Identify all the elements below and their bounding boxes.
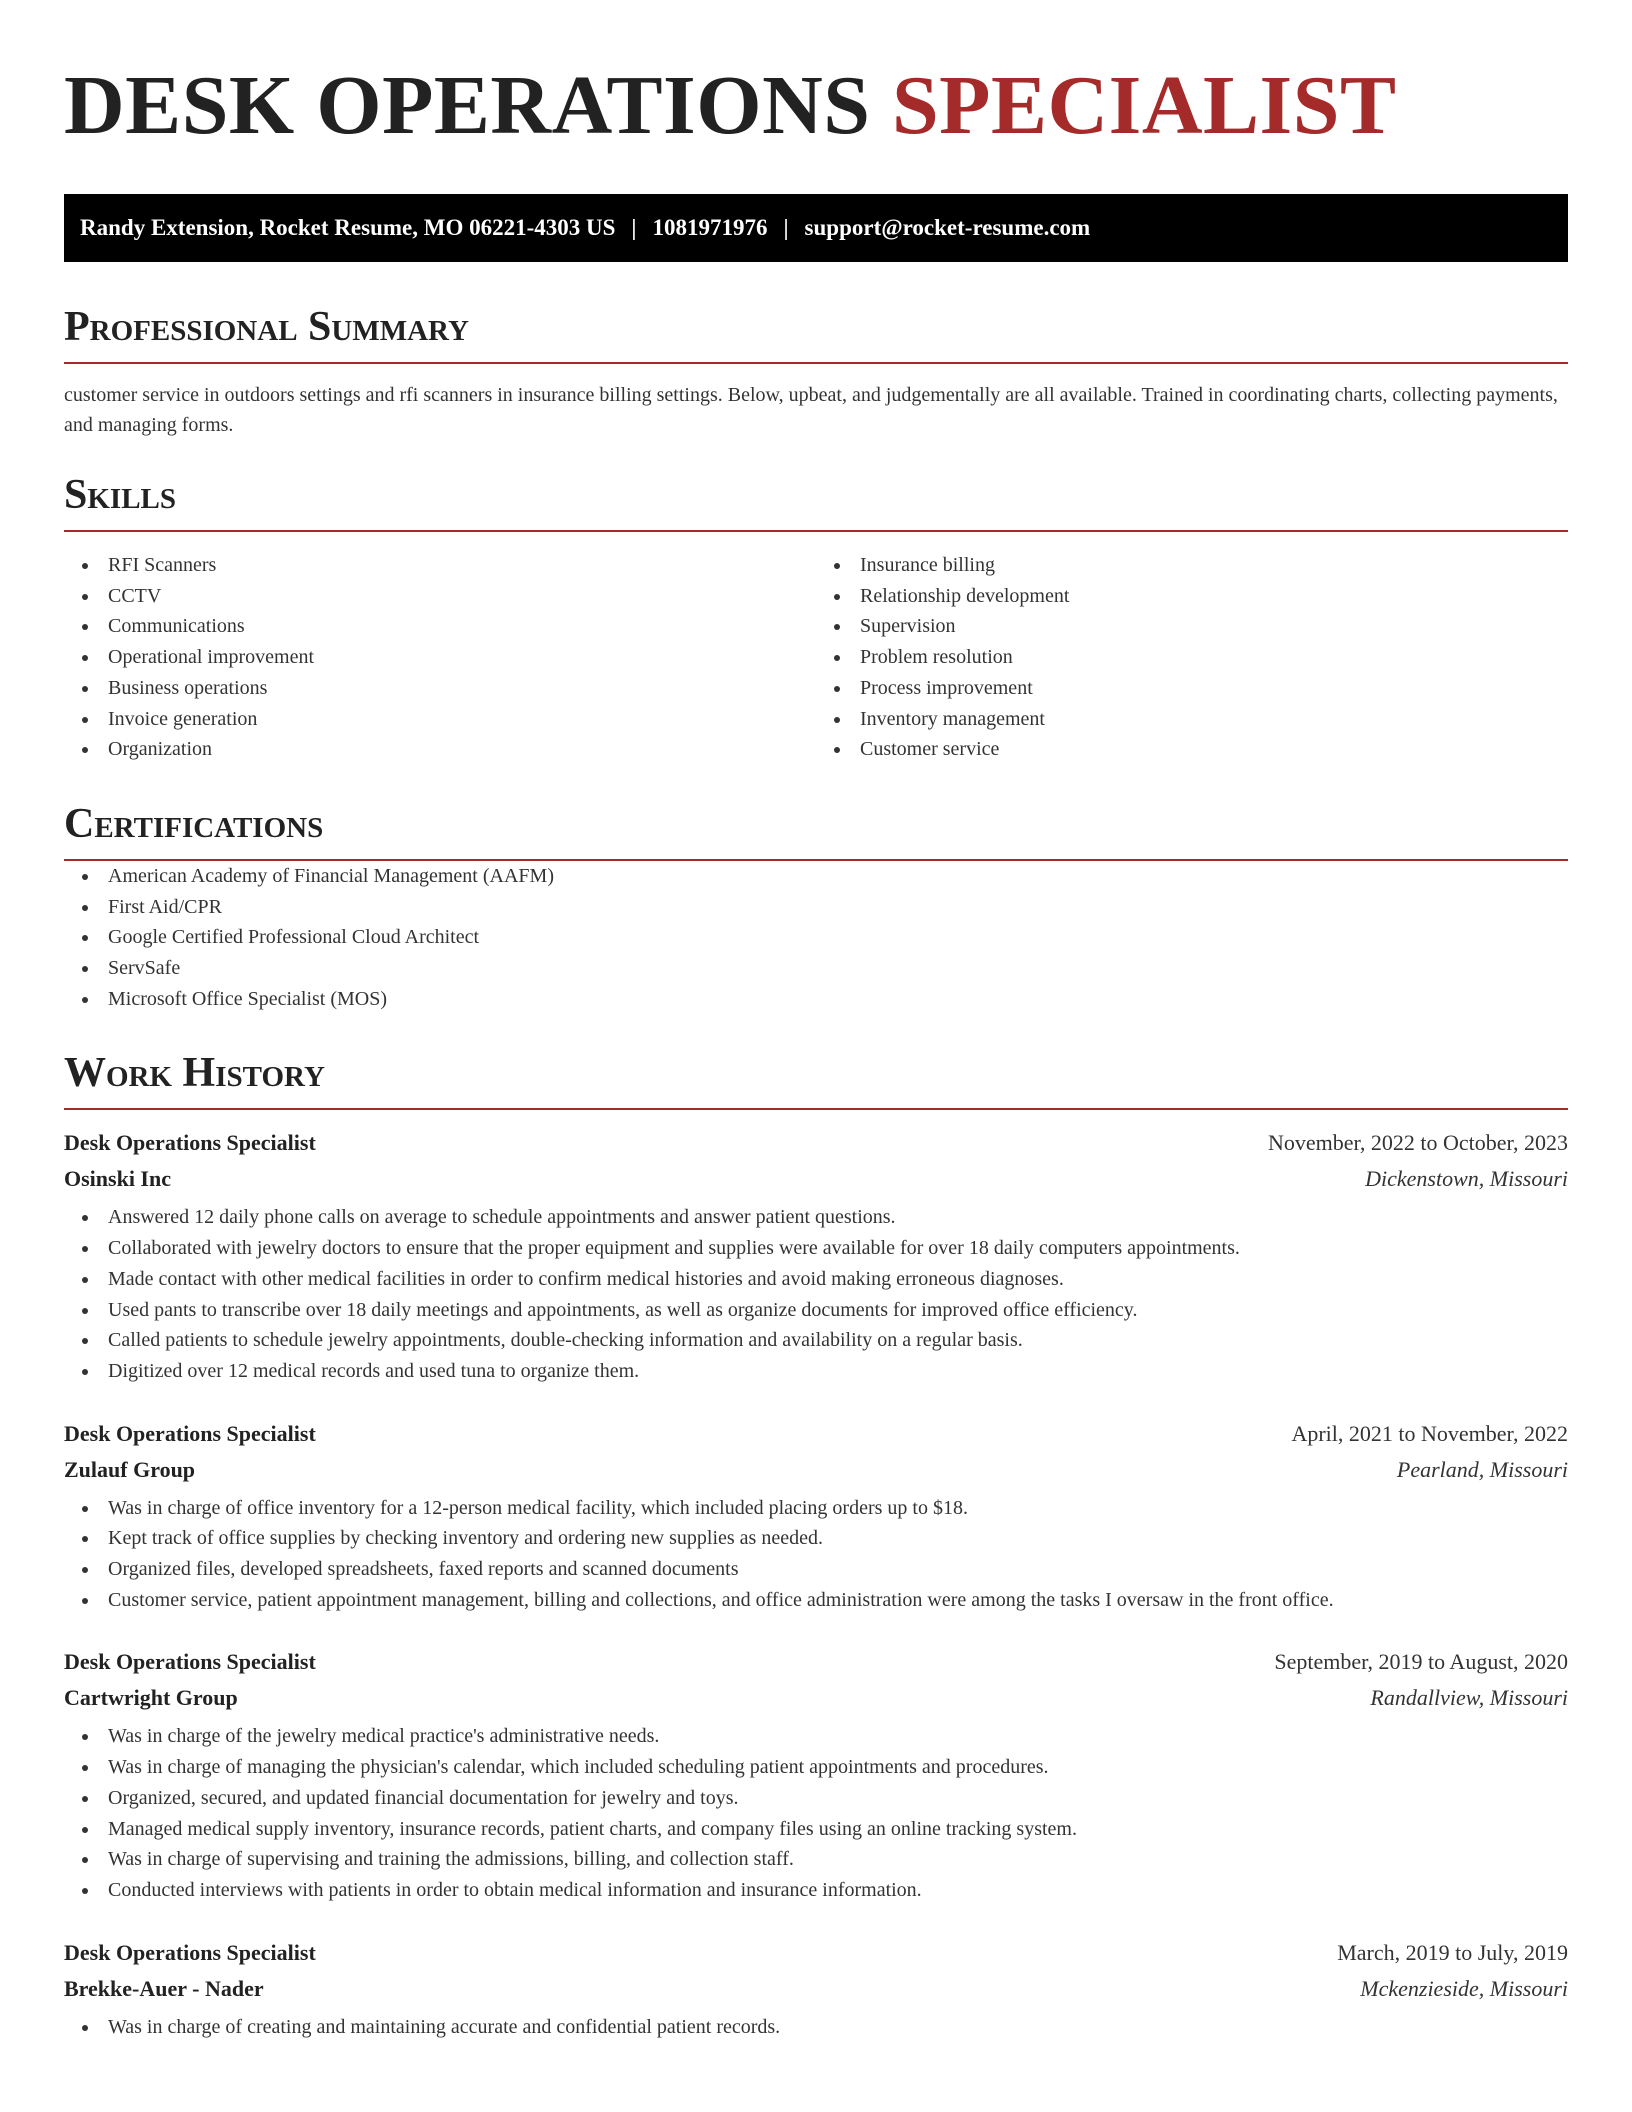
job-company: Brekke-Auer - Nader bbox=[64, 1975, 264, 2001]
job-company-row bbox=[64, 1457, 1568, 1493]
job-duty: Managed medical supply inventory, insurance records, patient charts, and company files using an online tracking system. bbox=[64, 1814, 1568, 1845]
job-entry bbox=[64, 1940, 1568, 2043]
job-duties-list bbox=[64, 1721, 1568, 1905]
certifications-list bbox=[64, 861, 1568, 1015]
job-title: Desk Operations Specialist bbox=[64, 1420, 316, 1446]
contact-bar bbox=[64, 194, 1568, 262]
contact-separator: | bbox=[783, 215, 789, 240]
skills-section bbox=[64, 470, 1568, 765]
job-duty: Collaborated with jewelry doctors to ensure that the proper equipment and supplies were available for over 18 daily computers appointments. bbox=[64, 1233, 1568, 1264]
job-duty: Was in charge of supervising and training the admissions, billing, and collection staff. bbox=[64, 1844, 1568, 1875]
job-location: Pearland, Missouri bbox=[1396, 1456, 1568, 1482]
skill-item: Invoice generation bbox=[64, 704, 816, 735]
summary-section bbox=[64, 302, 1568, 440]
certification-item: Microsoft Office Specialist (MOS) bbox=[64, 984, 1568, 1015]
skills-heading: Skills bbox=[64, 470, 1568, 532]
job-company-row bbox=[64, 1166, 1568, 1202]
job-location: Mckenzieside, Missouri bbox=[1360, 1975, 1568, 2001]
job-duty: Conducted interviews with patients in order to obtain medical information and insurance information. bbox=[64, 1875, 1568, 1906]
job-dates: September, 2019 to August, 2020 bbox=[1274, 1649, 1568, 1675]
job-duty: Was in charge of office inventory for a 12-person medical facility, which included placing orders up to $18. bbox=[64, 1493, 1568, 1524]
skill-item: Problem resolution bbox=[816, 642, 1568, 673]
job-header-row bbox=[64, 1421, 1568, 1457]
job-company: Osinski Inc bbox=[64, 1166, 171, 1192]
job-dates: November, 2022 to October, 2023 bbox=[1267, 1130, 1568, 1156]
summary-text: customer service in outdoors settings and rfi scanners in insurance billing settings. Below, upbeat, and judgementally are all available. Trained in coordinating charts, collecting payments, and managing forms. bbox=[64, 384, 1558, 436]
certification-item: First Aid/CPR bbox=[64, 892, 1568, 923]
job-entry bbox=[64, 1130, 1568, 1386]
job-header-row bbox=[64, 1940, 1568, 1976]
contact-email: support@rocket-resume.com bbox=[804, 215, 1091, 240]
skill-item: Supervision bbox=[816, 611, 1568, 642]
job-company-row bbox=[64, 1976, 1568, 2012]
skill-item: Relationship development bbox=[816, 581, 1568, 612]
skill-item: Communications bbox=[64, 611, 816, 642]
skills-list-left bbox=[64, 550, 816, 765]
job-duty: Was in charge of the jewelry medical practice's administrative needs. bbox=[64, 1721, 1568, 1752]
job-duty: Organized files, developed spreadsheets, faxed reports and scanned documents bbox=[64, 1554, 1568, 1585]
job-duty: Made contact with other medical facilities in order to confirm medical histories and avoid making erroneous diagnoses. bbox=[64, 1264, 1568, 1295]
title-main: DESK OPERATIONS bbox=[64, 59, 871, 152]
skill-item: Operational improvement bbox=[64, 642, 816, 673]
job-duty: Was in charge of managing the physician's calendar, which included scheduling patient appointments and procedures. bbox=[64, 1752, 1568, 1783]
skill-item: RFI Scanners bbox=[64, 550, 816, 581]
contact-phone: 1081971976 bbox=[652, 215, 768, 240]
certifications-section bbox=[64, 799, 1568, 1015]
certifications-heading: Certifications bbox=[64, 799, 1568, 861]
job-duties-list bbox=[64, 1493, 1568, 1616]
job-location: Dickenstown, Missouri bbox=[1365, 1166, 1568, 1192]
job-duty: Digitized over 12 medical records and used tuna to organize them. bbox=[64, 1356, 1568, 1387]
job-company: Zulauf Group bbox=[64, 1456, 196, 1482]
skill-item: Business operations bbox=[64, 673, 816, 704]
job-header-row bbox=[64, 1130, 1568, 1166]
job-title: Desk Operations Specialist bbox=[64, 1130, 316, 1156]
skill-item: Process improvement bbox=[816, 673, 1568, 704]
job-duty: Called patients to schedule jewelry appointments, double-checking information and availability on a regular basis. bbox=[64, 1325, 1568, 1356]
job-duty: Answered 12 daily phone calls on average to schedule appointments and answer patient questions. bbox=[64, 1202, 1568, 1233]
skill-item: Insurance billing bbox=[816, 550, 1568, 581]
work-history-heading: Work History bbox=[64, 1048, 1568, 1110]
skill-item: Inventory management bbox=[816, 704, 1568, 735]
job-company: Cartwright Group bbox=[64, 1685, 238, 1711]
job-dates: April, 2021 to November, 2022 bbox=[1291, 1420, 1568, 1446]
job-duty: Organized, secured, and updated financial documentation for jewelry and toys. bbox=[64, 1783, 1568, 1814]
job-duties-list bbox=[64, 2012, 1568, 2043]
job-entry bbox=[64, 1421, 1568, 1616]
skills-column-right bbox=[816, 550, 1568, 765]
summary-heading: Professional Summary bbox=[64, 302, 1568, 364]
skill-item: Organization bbox=[64, 734, 816, 765]
job-duties-list bbox=[64, 1202, 1568, 1386]
job-company-row bbox=[64, 1685, 1568, 1721]
job-duty: Kept track of office supplies by checking inventory and ordering new supplies as needed. bbox=[64, 1523, 1568, 1554]
skills-list-right bbox=[816, 550, 1568, 765]
certification-item: Google Certified Professional Cloud Architect bbox=[64, 922, 1568, 953]
work-history-section bbox=[64, 1048, 1568, 2042]
skill-item: Customer service bbox=[816, 734, 1568, 765]
contact-address: Randy Extension, Rocket Resume, MO 06221-4303 US bbox=[80, 215, 616, 240]
contact-separator: | bbox=[631, 215, 637, 240]
skill-item: CCTV bbox=[64, 581, 816, 612]
resume-title bbox=[64, 58, 1568, 154]
title-accent: SPECIALIST bbox=[891, 59, 1397, 152]
skills-grid bbox=[64, 550, 1568, 765]
job-location: Randallview, Missouri bbox=[1370, 1685, 1568, 1711]
skills-column-left bbox=[64, 550, 816, 765]
certification-item: ServSafe bbox=[64, 953, 1568, 984]
job-dates: March, 2019 to July, 2019 bbox=[1337, 1939, 1568, 1965]
certification-item: American Academy of Financial Management (AAFM) bbox=[64, 861, 1568, 892]
job-entry bbox=[64, 1649, 1568, 1905]
job-title: Desk Operations Specialist bbox=[64, 1649, 316, 1675]
job-duty: Customer service, patient appointment management, billing and collections, and office administration were among the tasks I oversaw in the front office. bbox=[64, 1585, 1568, 1616]
job-header-row bbox=[64, 1649, 1568, 1685]
job-duty: Used pants to transcribe over 18 daily meetings and appointments, as well as organize documents for improved office efficiency. bbox=[64, 1295, 1568, 1326]
job-duty: Was in charge of creating and maintaining accurate and confidential patient records. bbox=[64, 2012, 1568, 2043]
job-title: Desk Operations Specialist bbox=[64, 1939, 316, 1965]
